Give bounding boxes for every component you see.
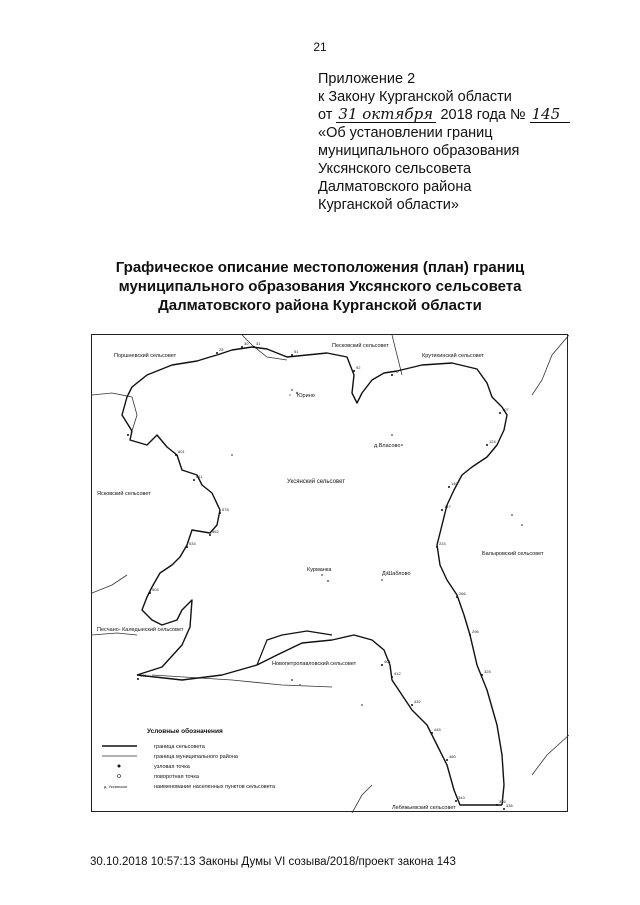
node-label: 31 (256, 341, 261, 346)
settlement-boundary (130, 431, 220, 675)
node-point (411, 704, 413, 706)
settlement-label-yurino: Юрино (297, 393, 315, 399)
node-label: 471 (140, 673, 147, 678)
stipple-dot (511, 514, 513, 516)
node-point (149, 592, 151, 594)
node-point (441, 509, 443, 511)
stipple-dot (361, 704, 363, 706)
node-point (137, 678, 139, 680)
forest-stipple (231, 389, 523, 706)
title-line: муниципального образования Уксянского сельсовета (118, 278, 522, 295)
legend-item-label: граница муниципального района (154, 754, 238, 760)
node-point (381, 664, 383, 666)
district-boundary-line (532, 735, 569, 775)
legend-item-label: наименование населенных пунктов сельсовета (154, 784, 276, 790)
district-boundary-line (352, 785, 372, 813)
node-point (353, 370, 355, 372)
node-point (431, 732, 433, 734)
node-label: 401 (384, 659, 391, 664)
neighbor-label-ivanovsky: Песчано- Каледынский сельсовет (97, 627, 184, 633)
legend-item-label: узловая точка (154, 764, 190, 770)
stipple-dot (381, 579, 383, 581)
node-point (469, 634, 471, 636)
stipple-dot (321, 574, 323, 576)
node-label: 30 (244, 341, 249, 346)
footer-text: 30.10.2018 10:57:13 Законы Думы VI созыва/2018/проект закона 143 (90, 856, 456, 868)
neighbor-label-peskovsky: Песковский сельсовет (332, 343, 389, 349)
node-point (391, 676, 393, 678)
node-point (456, 596, 458, 598)
neighbor-label-porshnevsky: Поршневский сельсовет (114, 353, 177, 359)
appendix-line: Курганской области» (318, 197, 459, 213)
node-label: 445 (434, 727, 441, 732)
node-point (436, 546, 438, 548)
appendix-line: «Об установлении границ (318, 125, 493, 141)
legend-circle (118, 775, 121, 778)
boundary-map (91, 334, 568, 812)
settlement-label-kurmanka: Курманка (307, 567, 332, 573)
node-label: 92 (356, 365, 361, 370)
stipple-dot (291, 389, 293, 391)
appendix-line: Уксянского сельсовета (318, 161, 472, 177)
node-point (241, 346, 243, 348)
district-boundary-line (532, 335, 569, 395)
node-label: 611 (196, 474, 203, 479)
appendix-date-line (318, 106, 618, 124)
node-label: 534 (189, 541, 196, 546)
legend-dot (118, 765, 121, 768)
node-point (216, 352, 218, 354)
legend-title: Условные обозначения (147, 728, 223, 735)
document-title (60, 258, 580, 315)
neighbor-label-yaskovsky: Ясковский сельсовет (97, 491, 151, 497)
year-text: 2018 года № (440, 107, 526, 123)
node-label: 140 (451, 481, 458, 486)
node-point (175, 454, 177, 456)
stipple-dot (291, 679, 293, 681)
node-label: 336 (499, 799, 506, 804)
settlement-boundary (122, 355, 217, 431)
node-label: 107 (502, 407, 509, 412)
appendix-block (318, 70, 618, 214)
node-point (481, 674, 483, 676)
node-point (209, 534, 211, 536)
node-label: 504 (152, 587, 159, 592)
title-line: Далматовского района Курганской области (158, 297, 482, 314)
node-label: 432 (414, 699, 421, 704)
node-point (291, 354, 293, 356)
stipple-dot (391, 434, 393, 436)
neighbor-label-batyrevsky: Балыровский сельсовет (482, 551, 544, 557)
node-label: 296 (472, 629, 479, 634)
node-point (391, 374, 393, 376)
node-point (193, 479, 195, 481)
neighbor-label-novopetropavlovsky: Новопетропавловский сельсовет (272, 661, 357, 667)
node-point (446, 759, 448, 761)
stipple-dot (231, 454, 233, 456)
node-label: 147 (444, 504, 451, 509)
handwritten-number: 145 (530, 106, 570, 123)
node-point (455, 800, 457, 802)
appendix-line: к Закону Курганской области (318, 89, 512, 105)
node-label: 562 (212, 529, 219, 534)
stipple-dot (521, 524, 523, 526)
node-label: 51 (294, 349, 299, 354)
node-label: 1 (130, 429, 133, 434)
node-labels (127, 341, 513, 810)
node-point (448, 486, 450, 488)
legend-item-label: граница сельсовета (154, 744, 205, 750)
district-boundaries (92, 335, 569, 813)
legend-item-sample: д. Уксянское (104, 784, 128, 789)
appendix-line: Приложение 2 (318, 71, 416, 87)
node-label: 266 (459, 591, 466, 596)
node-label: 601 (178, 449, 185, 454)
district-boundary-line (92, 575, 127, 593)
node-point (186, 546, 188, 548)
node-label: 224 (439, 541, 446, 546)
node-point (253, 346, 255, 348)
node-label: 124 (489, 439, 496, 444)
node-label: 578 (222, 507, 229, 512)
handwritten-date: 31 октября (336, 106, 436, 123)
settlement-label-vilanovo: д.Власово (374, 443, 401, 449)
stipple-dot (327, 580, 329, 582)
district-boundary-line (92, 633, 137, 635)
neighbor-label-uksyansky: Уксянский сельсовет (287, 479, 345, 485)
node-label: 325 (484, 669, 491, 674)
district-boundary-line (92, 393, 137, 431)
node-label: 25 (219, 347, 224, 352)
node-point (496, 804, 498, 806)
boundary-map-svg (92, 335, 569, 813)
stipple-dot (401, 444, 403, 446)
stipple-dot (299, 684, 301, 686)
node-label: 412 (394, 671, 401, 676)
neighbor-label-krutikhinsky: Крутихинский сельсовет (422, 353, 485, 359)
node-point (486, 444, 488, 446)
legend-item-label: поворотная точка (154, 774, 199, 780)
from-prefix: от (318, 107, 333, 123)
title-line: Графическое описание местоположения (план) границ (115, 259, 525, 276)
node-label: 460 (449, 754, 456, 759)
map-legend (102, 727, 276, 790)
stipple-dot (289, 394, 291, 396)
node-label: 76 (394, 369, 399, 374)
district-boundary-line (152, 675, 332, 687)
node-point (127, 434, 129, 436)
settlement-label-zhernakovka: Д.Шаблово (382, 571, 411, 577)
page-number: 21 (313, 40, 327, 54)
neighbor-label-lebyazhsky: Лебяжьевский сельсовет (392, 805, 456, 811)
node-label: 343 (458, 795, 465, 800)
appendix-line: муниципального образования (318, 143, 520, 159)
node-point (219, 512, 221, 514)
node-point (499, 412, 501, 414)
appendix-line: Далматовского района (318, 179, 472, 195)
node-point (503, 808, 505, 810)
node-label: 336 (506, 803, 513, 808)
settlement-boundary (397, 363, 507, 805)
